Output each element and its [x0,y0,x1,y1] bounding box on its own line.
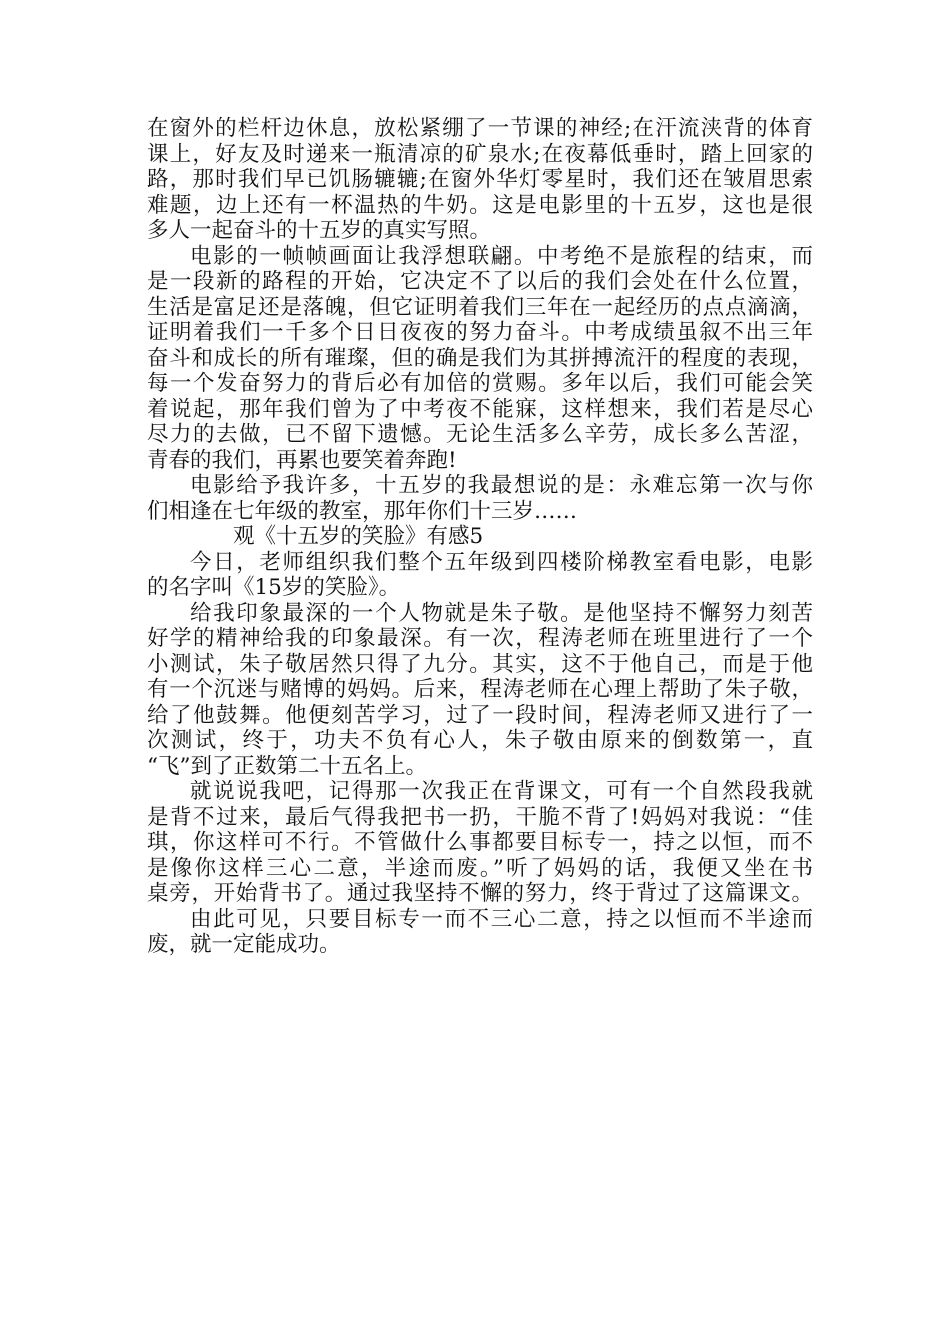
text-line: 好学的精神给我的印象最深。有一次，程涛老师在班里进行了一个 [147,626,813,651]
text-line: “飞”到了正数第二十五名上。 [147,753,427,779]
text-line: 今日，老师组织我们整个五年级到四楼阶梯教室看电影，电影 [190,549,813,575]
text-line: 给我印象最深的一个人物就是朱子敬。是他坚持不懈努力刻苦 [190,600,813,626]
text-line: 琪，你这样可不行。不管做什么事都要目标专一，持之以恒，而不 [147,830,813,855]
text-line: 废，就一定能成功。 [147,932,341,957]
text-line: 青春的我们，再累也要笑着奔跑! [147,447,457,473]
text-line: 多人一起奋斗的十五岁的真实写照。 [147,218,492,243]
text-line: 证明着我们一千多个日日夜夜的努力奋斗。中考成绩虽叙不出三年 [147,320,813,345]
text-line: 是像你这样三心二意，半途而废。”听了妈妈的话，我便又坐在书 [147,855,813,881]
document-body [147,116,813,958]
text-line: 是背不过来，最后气得我把书一扔，干脆不背了!妈妈对我说：“佳 [147,804,813,830]
text-line: 由此可见，只要目标专一而不三心二意，持之以恒而不半途而 [190,906,813,932]
text-line: 电影的一帧帧画面让我浮想联翩。中考绝不是旅程的结束，而 [190,243,813,269]
text-line: 课上，好友及时递来一瓶清凉的矿泉水;在夜幕低垂时，踏上回家的 [147,141,813,167]
text-line: 给了他鼓舞。他便刻苦学习，过了一段时间，程涛老师又进行了一 [147,702,813,728]
text-line: 生活是富足还是落魄，但它证明着我们三年在一起经历的点点滴滴， [147,294,813,320]
text-line: 次测试，终于，功夫不负有心人，朱子敬由原来的倒数第一，直 [147,728,813,753]
paragraph-4 [147,550,813,601]
paragraph-6 [147,779,813,907]
section-title [147,524,813,550]
text-line: 是一段新的路程的开始，它决定不了以后的我们会处在什么位置， [147,269,813,294]
text-line: 电影给予我许多，十五岁的我最想说的是：永难忘第一次与你 [190,473,813,498]
text-line: 有一个沉迷与赌博的妈妈。后来，程涛老师在心理上帮助了朱子敬， [147,677,813,702]
section-title-text: 观《十五岁的笑脸》有感5 [233,524,484,549]
text-line: 奋斗和成长的所有璀璨，但的确是我们为其拼搏流汗的程度的表现， [147,345,813,371]
text-line: 桌旁，开始背书了。通过我坚持不懈的努力，终于背过了这篇课文。 [147,881,813,906]
paragraph-1 [147,116,813,244]
paragraph-3 [147,473,813,524]
text-line: 们相逢在七年级的教室，那年你们十三岁…… [147,498,578,524]
text-line: 难题，边上还有一杯温热的牛奶。这是电影里的十五岁，这也是很 [147,192,813,218]
text-line: 小测试，朱子敬居然只得了九分。其实，这不于他自己，而是于他 [147,651,813,677]
text-line: 尽力的去做，已不留下遗憾。无论生活多么辛劳，成长多么苦涩， [147,422,813,447]
paragraph-7 [147,907,813,958]
text-line: 在窗外的栏杆边休息，放松紧绷了一节课的神经;在汗流浃背的体育 [147,116,813,141]
text-line: 就说说我吧，记得那一次我正在背课文，可有一个自然段我就 [190,779,813,804]
text-line: 的名字叫《15岁的笑脸》。 [147,575,401,600]
text-line: 着说起，那年我们曾为了中考夜不能寐，这样想来，我们若是尽心 [147,396,813,422]
paragraph-2 [147,244,813,474]
text-line: 每一个发奋努力的背后必有加倍的赏赐。多年以后，我们可能会笑 [147,371,813,396]
text-line: 路，那时我们早已饥肠辘辘;在窗外华灯零星时，我们还在皱眉思索 [147,167,813,192]
paragraph-5 [147,601,813,780]
